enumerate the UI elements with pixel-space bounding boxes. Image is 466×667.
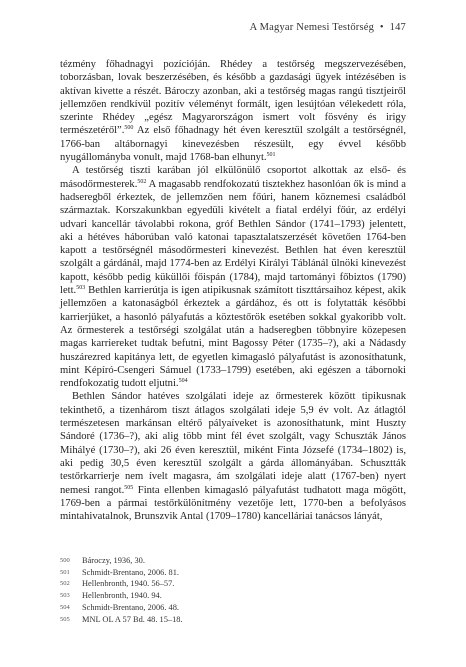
footnote-ref[interactable]: 504 bbox=[178, 378, 188, 385]
footnote bbox=[60, 578, 406, 590]
footnote-text: Schmidt-Brentano, 2006. 81. bbox=[82, 567, 179, 577]
paragraph-text: A magasabb rendfokozatú tisztekhez hasonlóan ők is mind a hadseregből érkeztek, de jellemzően nem főúri, hanem köznemesi családból származtak. Korszakunkban egyedüli kivételt a fiatal erdélyi főúr, az erdélyi udvari kancellár távolabbi rokona, gróf Bethlen Sándor (1741–1793) jelentett, aki a hétéves háborúban való katonai tapasztalatszerzését követően 1764-ben kapott a testőrségnél másodőrmesteri kinevezést. Bethlen hat éven keresztül szolgált a gárdánál, majd 1774-ben az Erdélyi Királyi Táblánál ülnöki kinevezést kapott, később pedig küküllői főispán (1784), majd tartományi főbiztos (1790) lett. bbox=[60, 178, 406, 297]
footnotes bbox=[60, 555, 406, 625]
page-number: 147 bbox=[389, 22, 406, 33]
footnote-ref[interactable]: 501 bbox=[266, 152, 276, 159]
paragraph-text: tézmény főhadnagyi pozícióján. Rhédey a testőrség megszervezésében, toborzásban, lovak beszerzésében, és később a gazdasági ügyek intézésében is aktívan kivette a részét. Bároczy azonban, aki a testőrség magas rangú tisztjeiről jellemzően rendkívül pozitív véleményt formált, igen lesújtóan vélekedett róla, szerinte Rhédey „egész Magyarországon ismert volt fösvény és irigy természetéről”. bbox=[60, 59, 406, 137]
footnote bbox=[60, 590, 406, 602]
footnote-ref[interactable]: 500 bbox=[124, 125, 134, 132]
running-header bbox=[60, 22, 406, 33]
paragraph-text: A testőrség tiszti karában jól elkülönülő csoportot alkottak az első- és másodőrmesterek. bbox=[60, 165, 406, 190]
footnote-number: 505 bbox=[60, 615, 70, 623]
footnote-text: Hellenbronth, 1940. 56–57. bbox=[82, 579, 175, 589]
footnote-ref[interactable]: 502 bbox=[137, 178, 147, 185]
footnote-number: 503 bbox=[60, 592, 70, 600]
paragraph bbox=[60, 58, 406, 164]
footnote-number: 502 bbox=[60, 580, 70, 588]
footnote bbox=[60, 555, 406, 567]
footnote bbox=[60, 602, 406, 614]
footnote-number: 501 bbox=[60, 568, 70, 576]
footnote-number: 504 bbox=[60, 603, 70, 611]
footnote-text: Bároczy, 1936, 30. bbox=[82, 556, 145, 565]
paragraph-text: Bethlen Sándor hatéves szolgálati ideje az őrmesterek között tipikusnak tekinthető, a tizenhárom tiszt átlagos szolgálati ideje 5,9 év volt. Az átlagtól természetesen markánsan eltérő pályaíveket is azonosíthatunk, mint Huszty Sándoré (1736–?), aki alig több mint fél évet szolgált, vagy Schuszták János Mihályé (1730–?), aki 26 éven keresztül, miként Finta Józsefé (1734–1802) is, aki pedig 30,5 éven keresztül szolgált a gárda állományában. Schusztták testőrkarrierje nem ívelt magasra, ám szolgálati ideje alatt (1767-ben) nyert nemesi rangot. bbox=[60, 391, 406, 496]
footnote-text: Hellenbronth, 1940. 94. bbox=[82, 591, 162, 601]
footnote-text: Schmidt-Brentano, 2006. 48. bbox=[82, 602, 179, 612]
running-title: A Magyar Nemesi Testőrség bbox=[249, 22, 375, 33]
footnote bbox=[60, 567, 406, 579]
footnote bbox=[60, 614, 406, 626]
footnote-number: 500 bbox=[60, 557, 70, 564]
paragraph bbox=[60, 164, 406, 390]
footnote-ref[interactable]: 503 bbox=[76, 285, 86, 292]
header-separator: • bbox=[379, 22, 384, 33]
footnote-text: MNL OL A 57 Bd. 48. 15–18. bbox=[82, 614, 183, 624]
paragraph bbox=[60, 390, 406, 523]
paragraph-text: Finta ellenben kimagasló pályafutást tudhatott maga mögött, 1769-ben a pármai testőrkülönítmény vezetője lett, 1770-ben a befolyásos mintahivatalnok, Brunszvik Antal (1709–1780) kancelláriai tanácsos lányát, bbox=[60, 484, 406, 523]
body-text bbox=[60, 58, 406, 523]
paragraph-text: Bethlen karrierútja is igen atipikusnak számított tiszttársaihoz képest, akik jellemzően a katonaságból érkeztek a gárdához, és ott is folytatták későbbi karrierjüket, a hasonló pályafutás a köztestőrök esetében sokkal gyakoribb volt. Az őrmesterek a testőrségi szolgálat után a hadseregben többnyire közepesen magas karriereket tudtak befutni, mint Bagossy Péter (1735–?), aki a Nádasdy huszárezred kapitánya lett, de egyetlen kimagasló pályafutást is azonosíthatunk, mint Képíró-Csengeri Sámuel (1733–1799) esetében, aki egészen a tábornoki rendfokozatig tudott eljutni. bbox=[60, 285, 406, 390]
footnote-ref[interactable]: 505 bbox=[124, 484, 134, 491]
paragraph-text: Az első főhadnagy hét éven keresztül szolgált a testőrségnél, 1766-ban altábornagyi kinevezésben részesült, egy évvel később nyugállományba vonult, majd 1768-ban elhunyt. bbox=[60, 125, 406, 164]
